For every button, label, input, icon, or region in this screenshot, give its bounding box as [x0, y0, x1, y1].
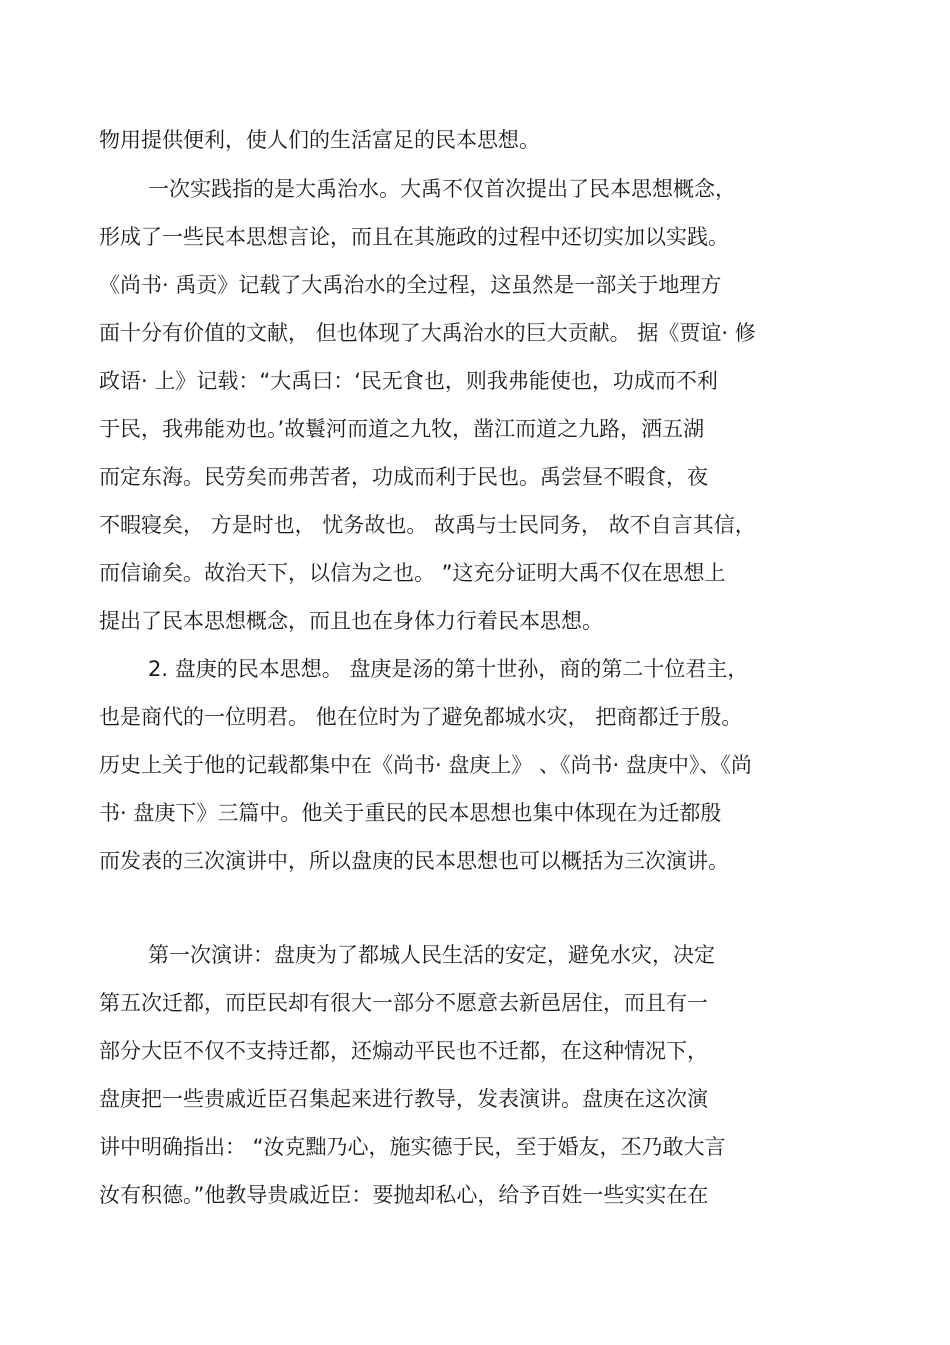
paragraph-start-line: 一次实践指的是大禹治水。大禹不仅首次提出了民本思想概念， [148, 177, 736, 201]
text-line: 形成了一些民本思想言论，而且在其施政的过程中还切实加以实践。 [99, 225, 729, 249]
text-line: 提出了民本思想概念，而且也在身体力行着民本思想。 [99, 609, 603, 633]
text-line: 第五次迁都，而臣民却有很大一部分不愿意去新邑居住，而且有一 [99, 991, 708, 1015]
text-line: 书· 盘庚下》三篇中。他关于重民的民本思想也集中体现在为迁都殷 [99, 801, 722, 825]
text-line: 不暇寝矣， 方是时也， 忧务故也。 故禹与士民同务， 故不自言其信， [99, 513, 756, 537]
text-line: 面十分有价值的文献， 但也体现了大禹治水的巨大贡献。 据《贾谊· 修 [99, 321, 756, 345]
text-line: 政语· 上》记载：“大禹曰：‘民无食也，则我弗能使也，功成而不利 [99, 369, 718, 393]
text-line: 讲中明确指出： “汝克黜乃心，施实德于民，至于婚友，丕乃敢大言 [99, 1135, 726, 1159]
text-line: 《尚书· 禹贡》记载了大禹治水的全过程，这虽然是一部关于地理方 [99, 273, 722, 297]
text-line: 物用提供便利，使人们的生活富足的民本思想。 [99, 128, 540, 152]
text-line: 而定东海。民劳矣而弗苦者，功成而利于民也。禹尝昼不暇食，夜 [99, 465, 708, 489]
text-line: 汝有积德。”他教导贵戚近臣：要抛却私心，给予百姓一些实实在在 [99, 1183, 709, 1207]
text-line: 历史上关于他的记载都集中在《尚书· 盘庚上》 、《尚书· 盘庚中》、《尚 [99, 753, 752, 777]
paragraph-start-line: 第一次演讲：盘庚为了都城人民生活的安定，避免水灾，决定 [148, 943, 715, 967]
text-line: 部分大臣不仅不支持迁都，还煽动平民也不迁都，在这种情况下， [99, 1039, 708, 1063]
text-line: 而信谕矣。故治天下，以信为之也。 ”这充分证明大禹不仅在思想上 [99, 561, 726, 585]
text-line: 盘庚把一些贵戚近臣召集起来进行教导，发表演讲。盘庚在这次演 [99, 1087, 708, 1111]
text-line: 于民，我弗能劝也。’故鬟河而道之九牧，凿江而道之九路，洒五湖 [99, 417, 705, 441]
text-line: 也是商代的一位明君。 他在位时为了避免都城水灾， 把商都迁于殷。 [99, 705, 743, 729]
text-line: 而发表的三次演讲中，所以盘庚的民本思想也可以概括为三次演讲。 [99, 849, 729, 873]
section-heading-line: 2. 盘庚的民本思想。 盘庚是汤的第十世孙，商的第二十位君主， [148, 657, 749, 681]
